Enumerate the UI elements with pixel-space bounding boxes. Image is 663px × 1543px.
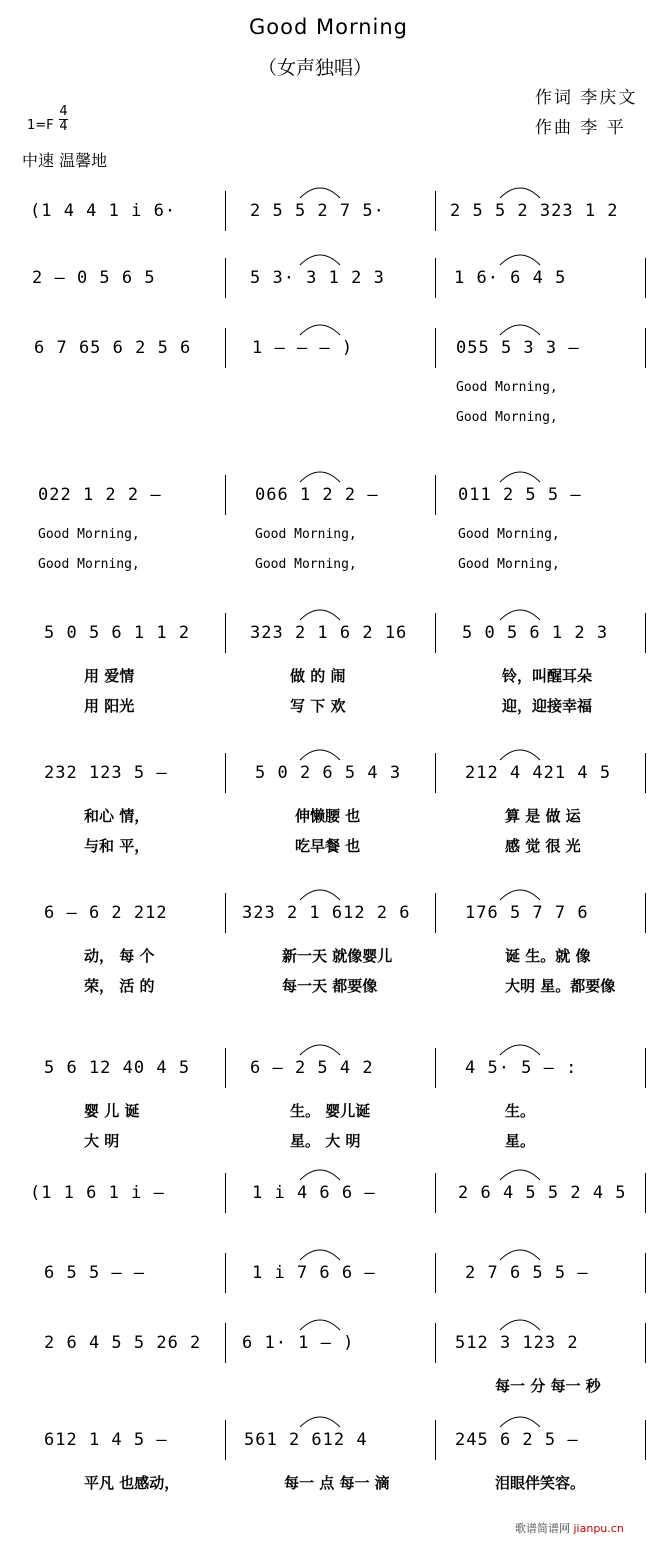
lyric-line: Good Morning, (458, 527, 560, 542)
measure-notes: 1 i 4 6 6 – (252, 1183, 376, 1203)
lyric-line: 星。 (505, 1132, 536, 1150)
lyric-line: 算 是 做 运 (505, 807, 581, 825)
slur-marks (0, 240, 663, 270)
lyric-line: 迎，迎接幸福 (502, 697, 593, 715)
measure-notes: 2 – 0 5 6 5 (32, 268, 156, 288)
lyric-line: 大 明 (84, 1132, 120, 1150)
lyric-line: 星。 大 明 (290, 1132, 361, 1150)
song-subtitle: （女声独唱） (258, 57, 373, 79)
lyric-line: 用 爱情 (84, 667, 135, 685)
measure-notes: 5 0 5 6 1 2 3 (462, 623, 609, 643)
lyric-line: 每一天 都要像 (282, 977, 378, 995)
lyricist-credit: 作词 李庆文 (535, 88, 638, 108)
measure-notes: 066 1 2 2 – (255, 485, 379, 505)
composer-credit: 作曲 李 平 (535, 118, 626, 138)
slur-marks (0, 735, 663, 765)
measure-notes: 2 6 4 5 5 2 4 5 (458, 1183, 627, 1203)
song-title: Good Morning (249, 15, 408, 39)
time-numerator: 4 (59, 104, 68, 119)
measure-notes: 6 – 2 5 4 2 (250, 1058, 374, 1078)
lyric-line: Good Morning, (458, 557, 560, 572)
slur-marks (0, 1305, 663, 1335)
measure-notes: 245 6 2 5 – (455, 1430, 579, 1450)
key-signature (27, 118, 54, 133)
measure-notes: 6 5 5 – – (44, 1263, 146, 1283)
lyric-line: 每一 点 每一 滴 (284, 1474, 390, 1492)
time-denominator: 4 (59, 119, 68, 134)
lyric-line: 动， 每 个 (84, 947, 155, 965)
measure-notes: 1 i 7 6 6 – (252, 1263, 376, 1283)
measure-notes: 612 1 4 5 – (44, 1430, 168, 1450)
lyric-line: 伸懒腰 也 (295, 807, 361, 825)
lyric-line: 和心 情， (84, 807, 150, 825)
lyric-line: 婴 儿 诞 (84, 1102, 140, 1120)
measure-notes: 4 5· 5 – : (465, 1058, 578, 1078)
slur-marks (0, 457, 663, 487)
measure-notes: 561 2 612 4 (244, 1430, 368, 1450)
measure-notes: 011 2 5 5 – (458, 485, 582, 505)
time-signature (59, 105, 68, 134)
measure-notes: 6 – 6 2 212 (44, 903, 168, 923)
lyric-line: 与和 平， (84, 837, 150, 855)
measure-notes: 5 3· 3 1 2 3 (250, 268, 385, 288)
measure-notes: 176 5 7 7 6 (465, 903, 589, 923)
measure-notes: 5 0 2 6 5 4 3 (255, 763, 402, 783)
lyric-line: Good Morning, (456, 380, 558, 395)
watermark-url: jianpu.cn (573, 1522, 624, 1535)
measure-notes: (1 4 4 1 i 6· (30, 201, 177, 221)
slur-marks (0, 595, 663, 625)
watermark-site: 歌谱简谱网 (515, 1522, 570, 1535)
measure-notes: 2 5 5 2 323 1 2 (450, 201, 619, 221)
lyric-line: 用 阳光 (84, 697, 135, 715)
lyric-line: Good Morning, (38, 527, 140, 542)
measure-notes: 323 2 1 6 2 16 (250, 623, 408, 643)
measure-notes: 022 1 2 2 – (38, 485, 162, 505)
slur-marks (0, 1030, 663, 1060)
slur-marks (0, 1402, 663, 1432)
key-label: 1=F (27, 118, 54, 133)
lyric-line: Good Morning, (255, 557, 357, 572)
slur-marks (0, 1155, 663, 1185)
measure-notes: 1 – – – ) (252, 338, 354, 358)
measure-notes: 6 1· 1 – ) (242, 1333, 355, 1353)
measure-notes: 5 0 5 6 1 1 2 (44, 623, 191, 643)
measure-notes: 2 6 4 5 5 26 2 (44, 1333, 202, 1353)
lyric-line: 每一 分 每一 秒 (495, 1377, 601, 1395)
lyric-line: 铃，叫醒耳朵 (502, 667, 593, 685)
lyric-line: 生。 (505, 1102, 536, 1120)
measure-notes: 055 5 3 3 – (456, 338, 580, 358)
watermark (515, 1520, 624, 1536)
lyric-line: 写 下 欢 (290, 697, 346, 715)
measure-notes: 6 7 65 6 2 5 6 (34, 338, 192, 358)
slur-marks (0, 310, 663, 340)
measure-notes: 2 5 5 2 7 5· (250, 201, 385, 221)
lyric-line: 诞 生。就 像 (505, 947, 591, 965)
slur-marks (0, 1235, 663, 1265)
lyric-line: 平凡 也感动， (84, 1474, 180, 1492)
lyric-line: 大明 星。都要像 (505, 977, 616, 995)
tempo-marking: 中速 温馨地 (22, 151, 108, 170)
slur-marks (0, 875, 663, 905)
measure-notes: 2 7 6 5 5 – (465, 1263, 589, 1283)
measure-notes: 5 6 12 40 4 5 (44, 1058, 191, 1078)
lyric-line: 感 觉 很 光 (505, 837, 581, 855)
lyric-line: 做 的 闹 (290, 667, 346, 685)
lyric-line: 泪眼伴笑容。 (495, 1474, 586, 1492)
lyric-line: 新一天 就像婴儿 (282, 947, 393, 965)
lyric-line: Good Morning, (38, 557, 140, 572)
measure-notes: 512 3 123 2 (455, 1333, 579, 1353)
lyric-line: 生。 婴儿诞 (290, 1102, 371, 1120)
slur-marks (0, 173, 663, 203)
lyric-line: 吃早餐 也 (295, 837, 361, 855)
lyric-line: 荣， 活 的 (84, 977, 155, 995)
lyric-line: Good Morning, (255, 527, 357, 542)
measure-notes: (1 1 6 1 i – (30, 1183, 165, 1203)
measure-notes: 1 6· 6 4 5 (454, 268, 567, 288)
measure-notes: 323 2 1 612 2 6 (242, 903, 411, 923)
lyric-line: Good Morning, (456, 410, 558, 425)
measure-notes: 232 123 5 – (44, 763, 168, 783)
measure-notes: 212 4 421 4 5 (465, 763, 612, 783)
